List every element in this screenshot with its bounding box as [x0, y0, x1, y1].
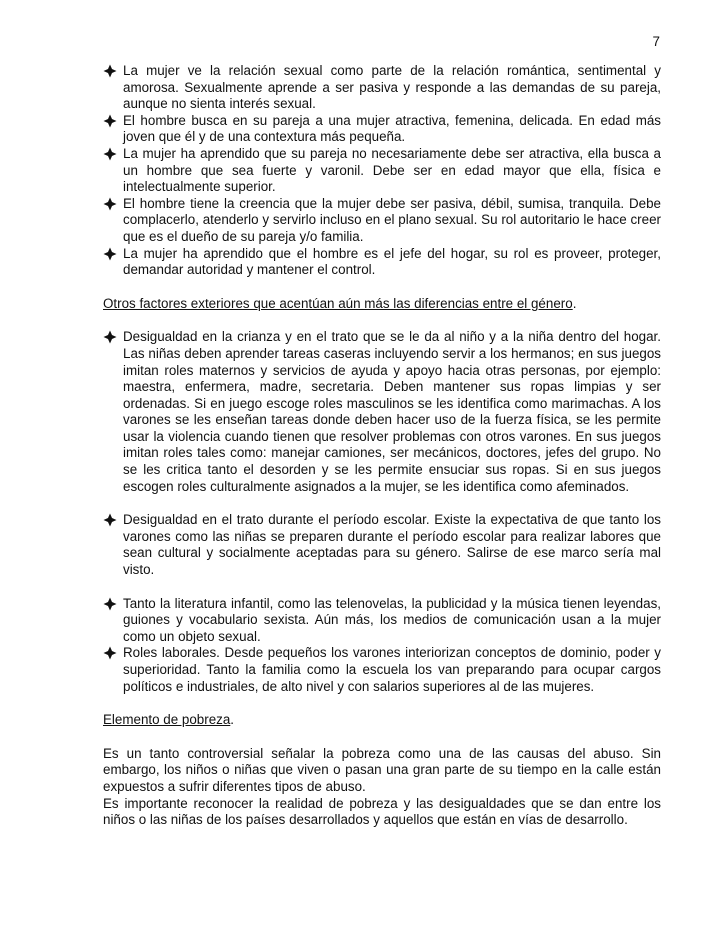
crianza-list — [103, 329, 661, 495]
spacer — [103, 495, 661, 512]
list-item-text: Desigualdad en el trato durante el período escolar. Existe la expectativa de que tanto los varones como las niñas se preparen durante el período escolar para realizar labores que sean cultural y socialmente aceptadas para su género. Salirse de ese marco sería mal visto. — [123, 512, 661, 578]
diamond-bullet-icon — [103, 197, 117, 211]
gender-beliefs-list — [103, 63, 661, 279]
list-item — [103, 113, 661, 146]
diamond-bullet-icon — [103, 597, 117, 611]
section-heading-pobreza — [103, 712, 661, 729]
list-item-text: El hombre busca en su pareja a una mujer atractiva, femenina, delicada. En edad más joven que él y de una contextura más pequeña. — [123, 112, 661, 145]
list-item-text: Tanto la literatura infantil, como las telenovelas, la publicidad y la música tienen leyendas, guiones y vocabulario sexista. Aún más, los medios de comunicación usan a la mujer como un objeto sexual. — [123, 595, 661, 644]
paragraph-pobreza-2: Es importante reconocer la realidad de pobreza y las desigualdades que se dan entre los niños o las niñas de los países desarrollados y aquellos que están en vías de desarrollo. — [103, 795, 661, 828]
paragraph-pobreza-1: Es un tanto controversial señalar la pobreza como una de las causas del abuso. Sin embargo, los niños o niñas que viven o pasan una gran parte de su tiempo en la calle están expuestos a sufrir diferentes tipos de abuso. — [103, 745, 661, 794]
list-item-text: La mujer ve la relación sexual como parte de la relación romántica, sentimental y amorosa. Sexualmente aprende a ser pasiva y responde a las demandas de su pareja, aunque no sienta interés sexual. — [123, 63, 661, 112]
list-item — [103, 146, 661, 196]
section-heading-period: . — [572, 295, 577, 311]
list-item — [103, 512, 661, 578]
list-item — [103, 596, 661, 646]
list-item-text: La mujer ha aprendido que el hombre es el jefe del hogar, su rol es proveer, proteger, demandar autoridad y mantener el control. — [123, 245, 661, 278]
section-heading-text: Otros factores exteriores que acentúan aún más las diferencias entre el género — [103, 295, 573, 311]
page-content — [103, 63, 661, 829]
list-item — [103, 63, 661, 113]
spacer — [103, 279, 661, 296]
media-and-labor-list — [103, 596, 661, 696]
section-heading-period: . — [230, 712, 235, 728]
diamond-bullet-icon — [103, 513, 117, 527]
escolar-list — [103, 512, 661, 578]
spacer — [103, 579, 661, 596]
list-item-text: Desigualdad en la crianza y en el trato que se le da al niño y a la niña dentro del hogar. Las niñas deben aprender tareas caseras incluyendo servir a los hermanos; en sus juegos imitan roles maternos y servicios de ayuda y apoyo hacia otras personas, por ejemplo: maestra, enfermera, madre, secretaria. Deben mantener sus ropas limpias y ser ordenadas. Si en juego escoge roles masculinos se les identifica como marimachas. A los varones se les enseñan tareas donde deben hacer uso de la fuerza física, se les permite usar la violencia cuando tienen que resolver problemas con otros varones. En sus juegos imitan roles tales como: manejar camiones, ser mecánicos, doctores, jefes del grupo. No se les critica tanto el desorden y se les permite ensuciar sus ropas. Si en sus juegos escogen roles culturalmente asignados a la mujer, se les identifica como afeminados. — [123, 329, 661, 494]
list-item-text: Roles laborales. Desde pequeños los varones interiorizan conceptos de dominio, poder y superioridad. Tanto la familia como la escuela los van preparando para ocupar cargos políticos e industriales, de alto nivel y con salarios superiores al de las mujeres. — [123, 645, 661, 694]
spacer — [103, 312, 661, 329]
diamond-bullet-icon — [103, 330, 117, 344]
list-item-text: La mujer ha aprendido que su pareja no necesariamente debe ser atractiva, ella busca a un hombre que sea fuerte y varonil. Debe ser en edad mayor que ella, física e intelectualmente superior. — [123, 145, 661, 195]
list-item — [103, 196, 661, 246]
spacer — [103, 729, 661, 746]
diamond-bullet-icon — [103, 247, 117, 261]
list-item-text: El hombre tiene la creencia que la mujer debe ser pasiva, débil, sumisa, tranquila. Debe complacerlo, atenderlo y servirlo incluso en el plano sexual. Su rol autoritario le hace creer que es el dueño de su pareja y/o familia. — [123, 195, 661, 244]
diamond-bullet-icon — [103, 646, 117, 660]
section-heading-text: Elemento de pobreza — [103, 712, 231, 728]
diamond-bullet-icon — [103, 147, 117, 161]
page-number: 7 — [652, 34, 660, 49]
list-item — [103, 329, 661, 495]
diamond-bullet-icon — [103, 114, 117, 128]
list-item — [103, 246, 661, 279]
section-heading-otros-factores — [103, 296, 661, 313]
spacer — [103, 695, 661, 712]
diamond-bullet-icon — [103, 64, 117, 78]
list-item — [103, 645, 661, 695]
